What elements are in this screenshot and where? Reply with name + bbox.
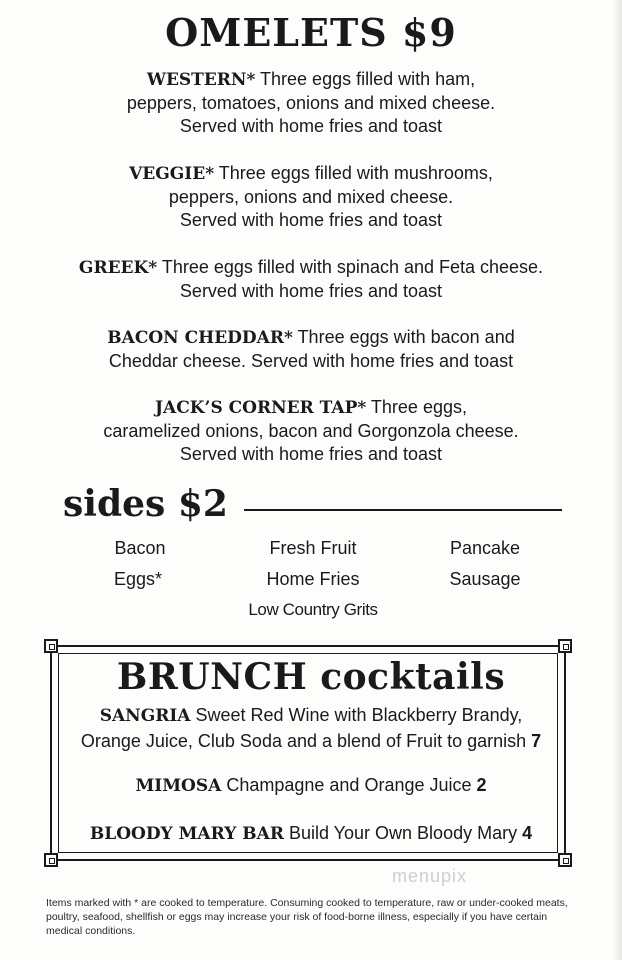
cocktail-price: 7 xyxy=(531,731,542,751)
frame-corner-ornament xyxy=(44,639,58,653)
omelet-veggie xyxy=(30,162,592,232)
omelet-jacks-corner-tap xyxy=(30,396,592,466)
omelet-desc: Served with home fries and toast xyxy=(179,116,443,136)
watermark: menupix xyxy=(392,866,468,886)
cocktail-desc: Build Your Own Bloody Mary xyxy=(283,823,523,843)
frame-corner-ornament xyxy=(558,639,572,653)
omelet-desc: caramelized onions, bacon and Gorgonzola cheese. xyxy=(103,421,519,441)
omelet-desc: Served with home fries and toast xyxy=(179,210,443,230)
omelet-name: WESTERN* xyxy=(146,70,256,90)
omelet-desc: Served with home fries and toast xyxy=(179,444,443,464)
cocktail-name: SANGRIA xyxy=(99,706,191,726)
omelet-desc: Three eggs filled with ham, xyxy=(255,69,476,89)
page-edge-shadow xyxy=(612,0,622,960)
omelet-desc: peppers, tomatoes, onions and mixed cheese. xyxy=(126,93,496,113)
cocktail-name: BLOODY MARY BAR xyxy=(89,824,284,844)
side-item: Low Country Grits xyxy=(248,600,378,619)
omelet-name: VEGGIE* xyxy=(129,164,215,184)
side-item: Eggs* xyxy=(113,569,163,589)
cocktail-bloody-mary-bar xyxy=(52,821,570,847)
omelet-desc: Served with home fries and toast xyxy=(179,281,443,301)
cocktail-mimosa xyxy=(52,773,570,799)
side-item: Bacon xyxy=(114,538,166,558)
side-item: Home Fries xyxy=(266,569,360,589)
omelet-desc: Cheddar cheese. Served with home fries and toast xyxy=(108,351,514,371)
side-item: Pancake xyxy=(449,538,521,558)
omelet-desc: Three eggs, xyxy=(366,397,467,417)
side-item: Sausage xyxy=(449,569,521,589)
omelet-name: JACK’S CORNER TAP* xyxy=(155,398,367,418)
cocktail-sangria xyxy=(52,703,570,754)
omelet-desc: Three eggs with bacon and xyxy=(292,327,515,347)
brunch-title: BRUNCH cocktails xyxy=(116,656,506,698)
allergen-footnote: Items marked with * are cooked to temperature. Consuming cooked to temperature, raw or under-cooked meats, poultry, seafood, shellfish or eggs may increase your risk of food-borne illness, especially if you have certain medical conditions. xyxy=(46,897,568,937)
cocktail-price: 4 xyxy=(522,823,533,843)
cocktail-price: 2 xyxy=(476,775,487,795)
omelet-desc: Three eggs filled with mushrooms, xyxy=(214,163,493,183)
cocktail-desc: Sweet Red Wine with Blackberry Brandy, xyxy=(190,705,523,725)
omelets-title: OMELETS $9 xyxy=(165,10,457,55)
cocktail-desc: Orange Juice, Club Soda and a blend of Fruit to garnish xyxy=(80,731,532,751)
omelet-desc: Three eggs filled with spinach and Feta cheese. xyxy=(157,257,544,277)
omelet-western xyxy=(30,68,592,138)
omelet-name: GREEK* xyxy=(78,258,158,278)
sides-divider xyxy=(244,509,562,511)
side-item: Fresh Fruit xyxy=(269,538,357,558)
omelet-name: BACON CHEDDAR* xyxy=(107,328,293,348)
omelet-bacon-cheddar xyxy=(30,326,592,373)
cocktail-desc: Champagne and Orange Juice xyxy=(221,775,477,795)
cocktail-name: MIMOSA xyxy=(135,776,222,796)
sides-title: sides $2 xyxy=(63,483,228,525)
omelet-greek xyxy=(30,256,592,303)
omelet-desc: peppers, onions and mixed cheese. xyxy=(168,187,454,207)
frame-corner-ornament xyxy=(558,853,572,867)
frame-corner-ornament xyxy=(44,853,58,867)
